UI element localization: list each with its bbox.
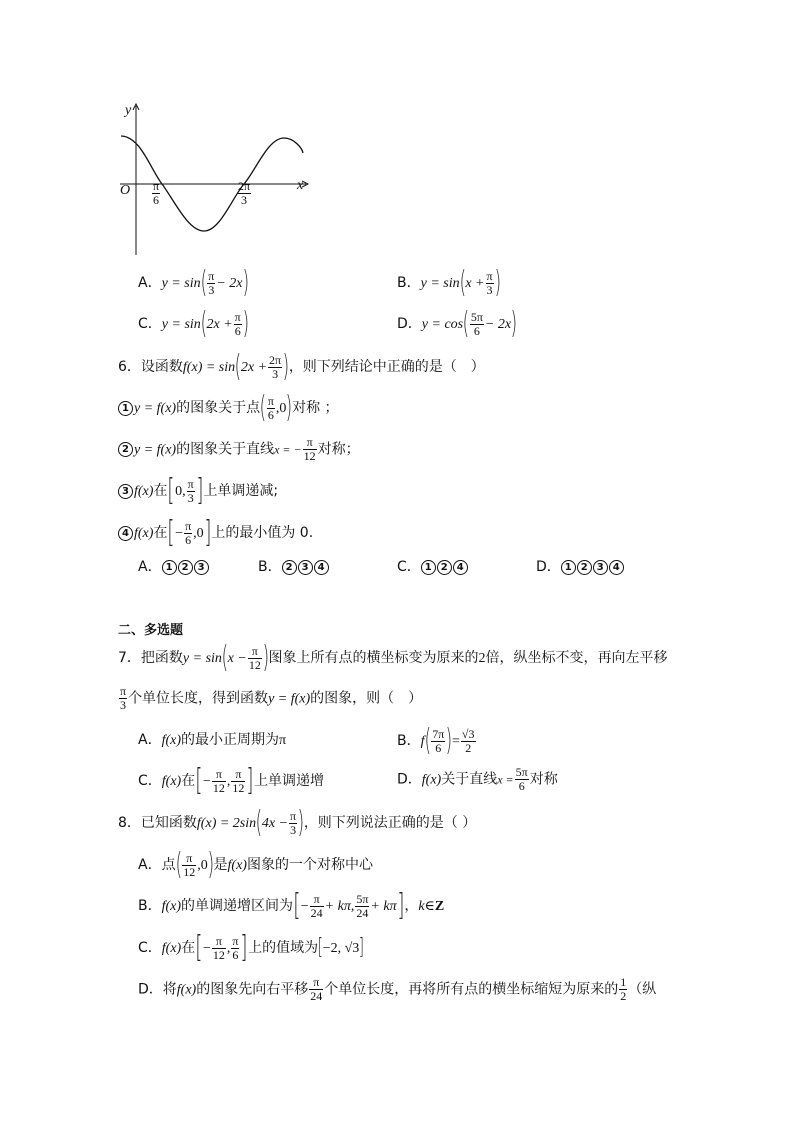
q5-option-d[interactable]: D．y = cos( $\frac{5\pi}{6}$ − 2x)	[397, 306, 518, 341]
q7-option-c[interactable]: C．f(x)在[− $\frac{\pi}{12}$ , $\frac{\pi}{12}$ ]上单调递增	[138, 763, 325, 798]
q6-statement-3: 3 f(x)在[0, $\frac{\pi}{3}$ ]上单调递减;	[118, 476, 278, 506]
tick-pi-6: $\frac{\pi}{6}$	[153, 179, 160, 207]
q6-statement-2: 2 y = f(x)的图象关于直线x = − $\frac{\pi}{12}$ 对称；	[118, 436, 360, 463]
q6-stem: 6．设函数f(x) = sin(2x + $\frac{2\pi}{3}$ )，则下列结论中正确的是（ ）	[118, 349, 485, 384]
q7-option-b[interactable]: B．f( $\frac{7\pi}{6}$ )= $\frac{√3}{2}$	[397, 723, 475, 758]
q6-option-d[interactable]: D． 1 2 3 4	[536, 556, 625, 576]
q5-option-a[interactable]: A．y = sin( $\frac{\pi}{3}$ − 2x)	[138, 265, 249, 300]
q7-stem-line2: $\frac{\pi}{3}$ 个单位长度，得到函数y = f(x)的图象，则（ ）	[120, 684, 423, 712]
q6-statement-4: 4 f(x)在[− $\frac{\pi}{6}$ ,0]上的最小值为 0.	[118, 518, 313, 548]
q5-option-c[interactable]: C．y = sin(2x + $\frac{\pi}{6}$ )	[138, 306, 249, 341]
q8-option-d[interactable]: D．将f(x)的图象先向右平移 $\frac{\pi}{24}$ 个单位长度，再将所有点的横坐标缩短为原来的 $\frac{1}{2}$ （纵	[138, 975, 657, 1003]
q8-stem: 8．已知函数f(x) = 2sin(4x − $\frac{\pi}{3}$ )，则下列说法正确的是（ ）	[118, 805, 477, 840]
q8-option-c[interactable]: C．f(x)在[− $\frac{\pi}{12}$ , $\frac{\pi}{6}$ ]上的值域为[−2, √3]	[138, 930, 365, 965]
q6-option-c[interactable]: C． 1 2 4	[397, 556, 469, 576]
section-heading-multi-choice: 二、多选题	[118, 623, 184, 638]
q6-statement-1: 1 y = f(x)的图象关于点( $\frac{\pi}{6}$ ,0)对称 ；	[118, 393, 339, 423]
q7-option-d[interactable]: D．f(x)关于直线x = $\frac{5\pi}{6}$ 对称	[397, 765, 558, 793]
q6-option-b[interactable]: B． 2 3 4	[258, 556, 330, 576]
q7-option-a[interactable]: A．f(x)的最小正周期为π	[138, 732, 287, 748]
q8-option-a[interactable]: A．点( $\frac{\pi}{12}$ ,0)是f(x)图象的一个对称中心	[138, 847, 373, 882]
q8-option-b[interactable]: B．f(x)的单调递增区间为[− $\frac{\pi}{24}$ + kπ, $\frac{5\pi}{24}$ + kπ]，k∈Z	[138, 888, 445, 923]
sine-graph-svg	[110, 98, 310, 263]
x-axis-label: x	[297, 178, 304, 193]
tick-2pi-3: $\frac{2\pi}{3}$	[238, 179, 251, 207]
q5-option-b[interactable]: B．y = sin(x + $\frac{\pi}{3}$ )	[397, 265, 501, 300]
q6-option-a[interactable]: A． 1 2 3	[138, 556, 210, 576]
origin-label: O	[120, 183, 131, 198]
y-axis-label: y	[125, 103, 132, 118]
sine-graph	[110, 98, 310, 263]
q7-stem-line1: 7．把函数y = sin(x − $\frac{\pi}{12}$ )图象上所有点的横坐标变为原来的2倍，纵坐标不变，再向左平移	[118, 640, 668, 675]
